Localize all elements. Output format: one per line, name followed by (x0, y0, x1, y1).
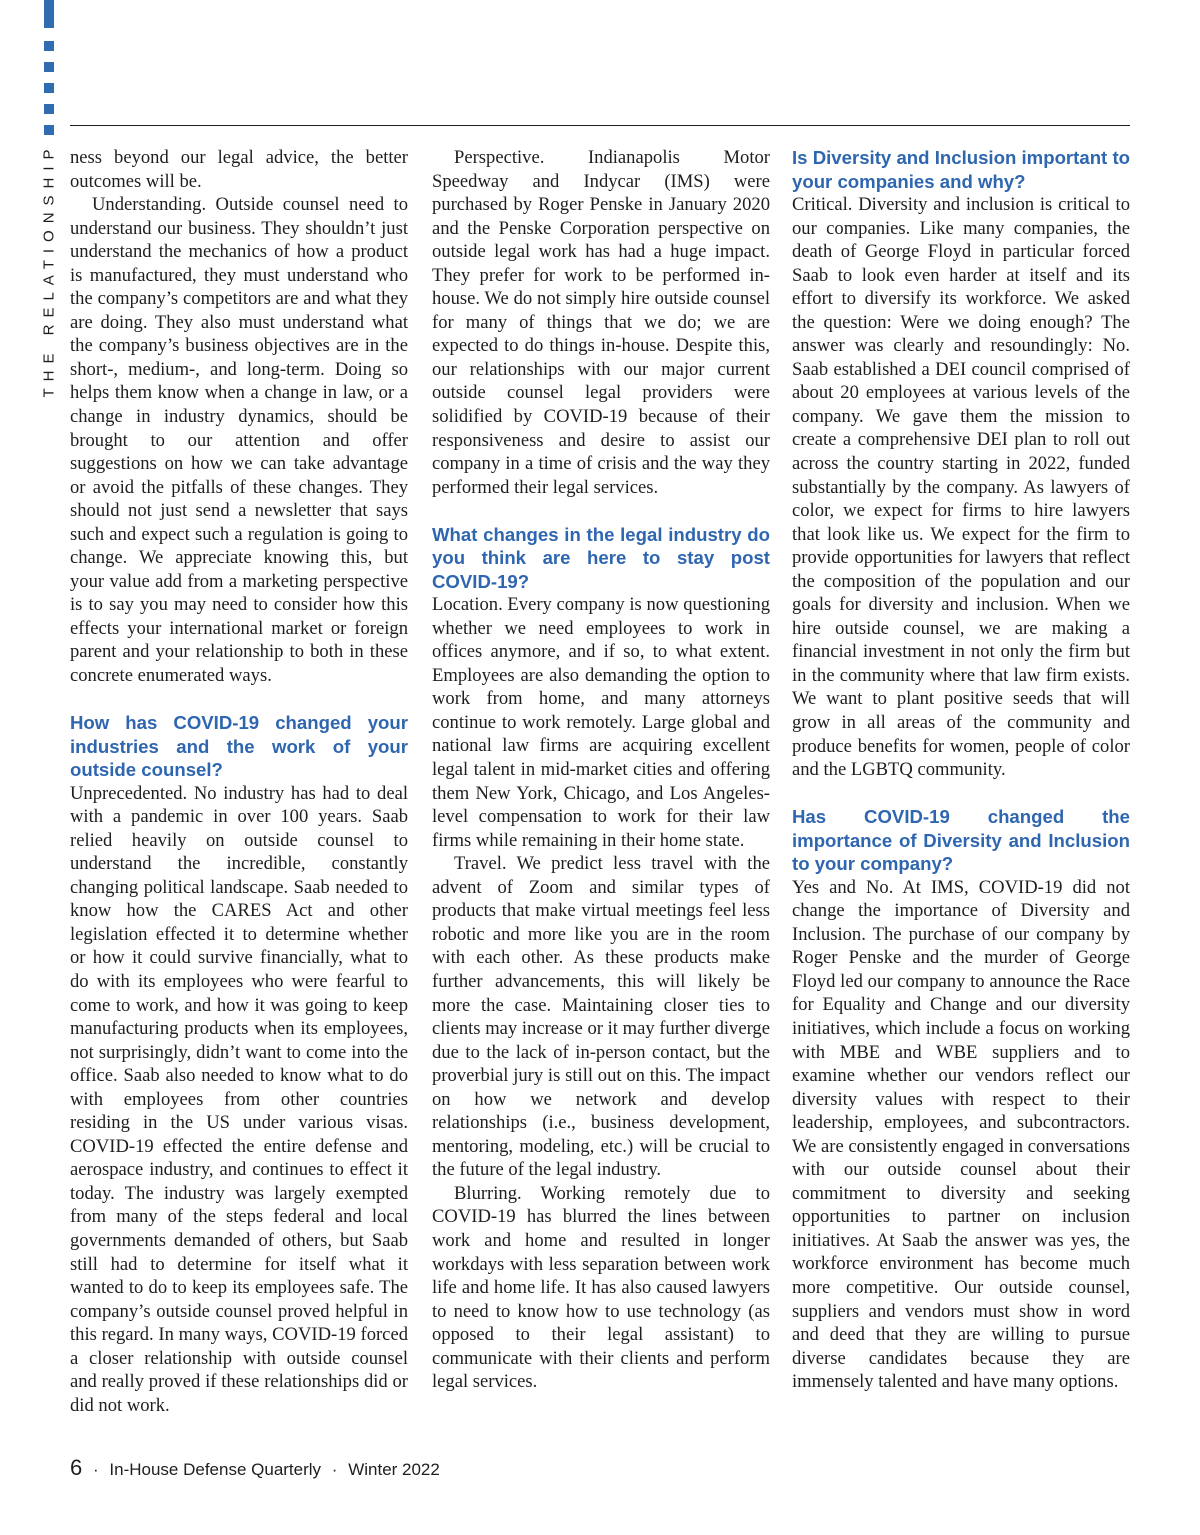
footer-separator: · (92, 1460, 99, 1479)
color-bar-square (44, 62, 54, 72)
section-heading: How has COVID-19 changed your industries and the work of your outside counsel? (70, 712, 408, 781)
color-bar-square (44, 41, 54, 51)
column-1 (70, 146, 408, 1417)
section-heading: What changes in the legal industry do you think are here to stay post COVID-19? (432, 523, 770, 592)
paragraph: Yes and No. At IMS, COVID-19 did not change the importance of Diversity and Inclusion. The purchase of our company by Roger Penske and the murder of George Floyd led our company to announce the Race for Equality and Change and our diversity initiatives, which include a focus on working with MBE and WBE suppliers and to examine whether our vendors reflect our diversity values with respect to their leadership, employees, and subcontractors. We are consistently engaged in conversations with our outside counsel about their commitment to diversity and seeking opportunities to partner on inclusion initiatives. At Saab the answer was yes, the workforce environment has become much more competitive. Our outside counsel, suppliers and vendors must show in word and deed that they are willing to pursue diverse candidates because they are immensely talented and have many options. (792, 876, 1130, 1393)
section-label: THE RELATIONSHIP (40, 142, 58, 398)
header-rule (70, 125, 1130, 126)
issue-date: Winter 2022 (348, 1460, 440, 1479)
paragraph: Understanding. Outside counsel need to understand our business. They shouldn’t just understand the mechanics of how a product is manufactured, they must understand who the company’s competitors are and what they are doing. They also must understand what the company’s business objectives are in the short-, medium-, and long-term. Doing so helps them know when a change in law, or a change in industry dynamics, should be brought to our attention and offer suggestions on how we can take advantage or avoid the pitfalls of these changes. They should not just send a newsletter that says such and expect such a regulation is going to change. We appreciate knowing this, but your value add from a marketing perspective is to say you may need to consider how this effects your international market or foreign parent and your relationship to both in these concrete enumerated ways. (70, 194, 408, 687)
section-heading: Has COVID-19 changed the importance of Diversity and Inclusion to your company? (792, 806, 1130, 875)
paragraph: Location. Every company is now questioning whether we need employees to work in offices anymore, and if so, to what extent. Employees are also demanding the option to work from home, and many attorneys continue to work remotely. Large global and national law firms are acquiring excellent legal talent in mid-market cities and offering them New York, Chicago, and Los Angeles-level compensation to work for their law firms while remaining in their home state. (432, 594, 770, 851)
color-bar-top (44, 0, 54, 28)
column-3 (792, 146, 1130, 1394)
page-footer (70, 1455, 440, 1481)
paragraph: Travel. We predict less travel with the advent of Zoom and similar types of products that make virtual meetings feel less robotic and more like you are in the room with each other. As these products make further advancements, this will likely be more the case. Maintaining closer ties to clients may increase or it may further diverge due to the lack of in-person contact, but the proverbial jury is still out on this. The impact on how we network and develop relationships (i.e., business development, mentoring, modeling, etc.) will be crucial to the future of the legal industry. (432, 853, 770, 1181)
color-bar-square (44, 104, 54, 114)
section-heading: Is Diversity and Inclusion important to your companies and why? (792, 147, 1130, 192)
color-bar-square (44, 125, 54, 135)
paragraph: Critical. Diversity and inclusion is critical to our companies. Like many companies, the death of George Floyd in particular forced Saab to look even harder at itself and its effort to diversify its workforce. We asked the question: Were we doing enough? The answer was clearly and resoundingly: No. Saab established a DEI council comprised of about 20 employees at various levels of the company. We gave them the mission to create a comprehensive DEI plan to roll out across the country starting in 2022, funded substantially by the company. As lawyers of color, we expect for firms to hire lawyers that look like us. We expect for the firm to provide opportunities for lawyers that reflect the composition of the population and our goals for diversity and inclusion. When we hire outside counsel, we are making a financial investment in not only the firm but in the community where that law firm exists. We want to plant positive seeds that will grow in all areas of the community and produce benefits for women, people of color and the LGBTQ community. (792, 194, 1130, 781)
color-bar-square (44, 83, 54, 93)
column-2 (432, 146, 770, 1394)
paragraph: Blurring. Working remotely due to COVID-19 has blurred the lines between work and home and resulted in longer workdays with less separation between work life and home life. It has also caused lawyers to need to know how to use technology (as opposed to their legal assistant) to communicate with their clients and perform legal services. (432, 1182, 770, 1393)
paragraph: Perspective. Indianapolis Motor Speedway and Indycar (IMS) were purchased by Roger Penske in January 2020 and the Penske Corporation perspective on outside legal work has had a huge impact. They prefer for work to be performed in-house. We do not simply hire outside counsel for many of things that we do; we are expected to do things in-house. Despite this, our relationships with our major current outside counsel legal providers were solidified by COVID-19 because of their responsiveness and desire to assist our company in a time of crisis and the way they performed their legal services. (432, 147, 770, 498)
paragraph: Unprecedented. No industry has had to deal with a pandemic in over 100 years. Saab relied heavily on outside counsel to understand the incredible, constantly changing political landscape. Saab needed to know how the CARES Act and other legislation effected it to determine whether or how it could survive financially, what to do with its employees who were fearful to come to work, and how it was going to keep manufacturing products when its employees, not surprisingly, didn’t want to come into the office. Saab also needed to know what to do with employees from other countries residing in the US under various visas. COVID-19 effected the entire defense and aerospace industry, and continues to effect it today. The industry was largely exempted from many of the steps federal and local governments demanded of others, but Saab still had to determine for itself what it wanted to do to keep its employees safe. The company’s outside counsel proved helpful in this regard. In many ways, COVID-19 forced a closer relationship with outside counsel and really proved if these relationships did or did not work. (70, 782, 408, 1416)
page-number: 6 (70, 1455, 83, 1480)
paragraph: ness beyond our legal advice, the better outcomes will be. (70, 147, 408, 192)
footer-separator: · (331, 1460, 338, 1479)
publication-name: In-House Defense Quarterly (109, 1460, 322, 1479)
